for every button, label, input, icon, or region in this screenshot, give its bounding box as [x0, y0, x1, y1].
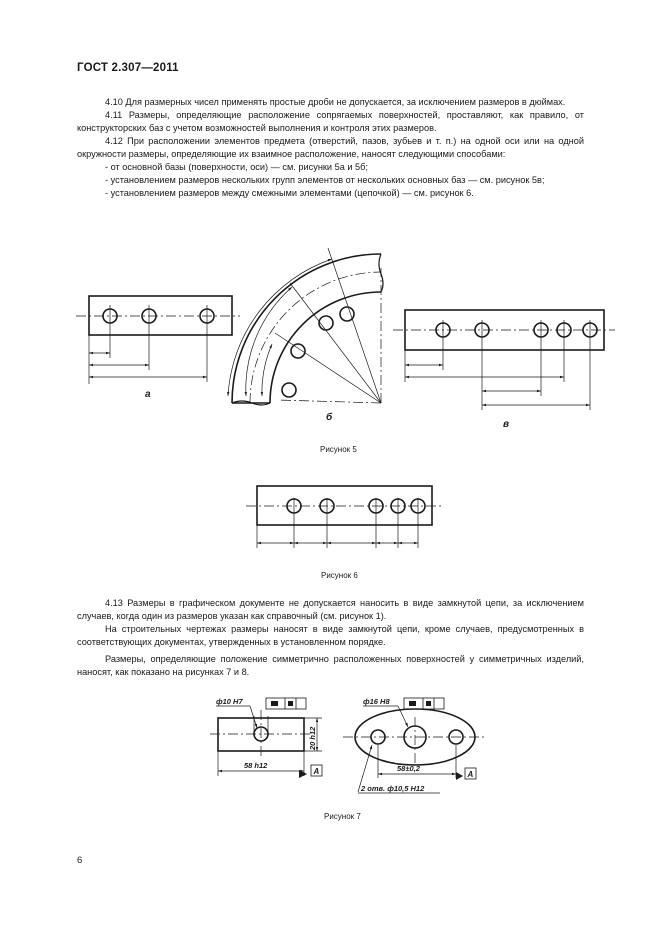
right-length-dimension: 58±0,2: [397, 764, 420, 773]
figure-5b-label: б: [326, 412, 333, 423]
figure-5-caption: Рисунок 5: [320, 445, 357, 454]
paragraph-4-10: 4.10 Для размерных чисел применять простые дроби не допускается, за исключением размеров в дюймах.: [105, 97, 566, 107]
right-base-letter: A: [467, 770, 474, 779]
right-hole-dimension: ф16 Н8: [363, 697, 390, 706]
text-block-4-13: [77, 597, 584, 679]
right-holes-dimension: 2 отв. ф10,5 Н12: [361, 784, 425, 793]
figure-5a-plate: [76, 296, 240, 384]
left-length-dimension: 58 h12: [244, 761, 268, 770]
figure-5b-arc-part: [228, 248, 383, 405]
paragraph-4-13: 4.13 Размеры в графическом документе не допускается наносить в виде замкнутой цепи, за исключением случаев, когда один из размеров указан как справочный (см. рисунок 1).: [77, 598, 584, 621]
figure-5a-label: а: [145, 389, 151, 400]
paragraph-building-drawings: На строительных чертежах размеры наносят в виде замкнутой цепи, кроме случаев, предусмотренных в соответствующих документах, утвержденных в установленном порядке.: [77, 624, 584, 647]
drawing-symbols: [271, 701, 463, 780]
figure-7-caption: Рисунок 7: [324, 812, 361, 821]
page-number: 6: [77, 855, 83, 866]
paragraph-4-11: 4.11 Размеры, определяющие расположение сопрягаемых поверхностей, проставляют, как правило, от конструкторских баз с учетом возможностей выполнения и контроля этих размеров.: [77, 110, 584, 133]
bullet-chain: - установлением размеров между смежными элементами (цепочкой) — см. рисунок 6.: [105, 188, 474, 198]
left-base-letter: A: [313, 767, 320, 776]
bullet-several-bases: - установлением размеров нескольких групп элементов от нескольких основных баз — см. рисунок 5в;: [105, 175, 545, 185]
figure-6-plate: [246, 486, 442, 548]
figure-5c-plate: [393, 310, 615, 410]
figure-7-right-plate: [343, 698, 486, 793]
left-height-dimension: 20 h12: [308, 726, 317, 750]
figure-6-caption: Рисунок 6: [321, 571, 358, 580]
left-hole-dimension: ф10 Н7: [216, 697, 243, 706]
figure-5c-label: в: [503, 419, 510, 430]
paragraph-4-12: 4.12 При расположении элементов предмета (отверстий, пазов, зубьев и т. п.) на одной оси или на одной окружности размеры, определяющие их взаимное расположение, наносят следующими способами:: [77, 136, 584, 159]
standard-header: ГОСТ 2.307—2011: [77, 62, 179, 74]
bullet-basic-base: - от основной базы (поверхности, оси) — см. рисунки 5а и 5б;: [105, 162, 368, 172]
paragraph-symmetric: Размеры, определяющие положение симметрично расположенных поверхностей у симметричных изделий, наносят, как показано на рисунках 7 и 8.: [77, 654, 584, 677]
